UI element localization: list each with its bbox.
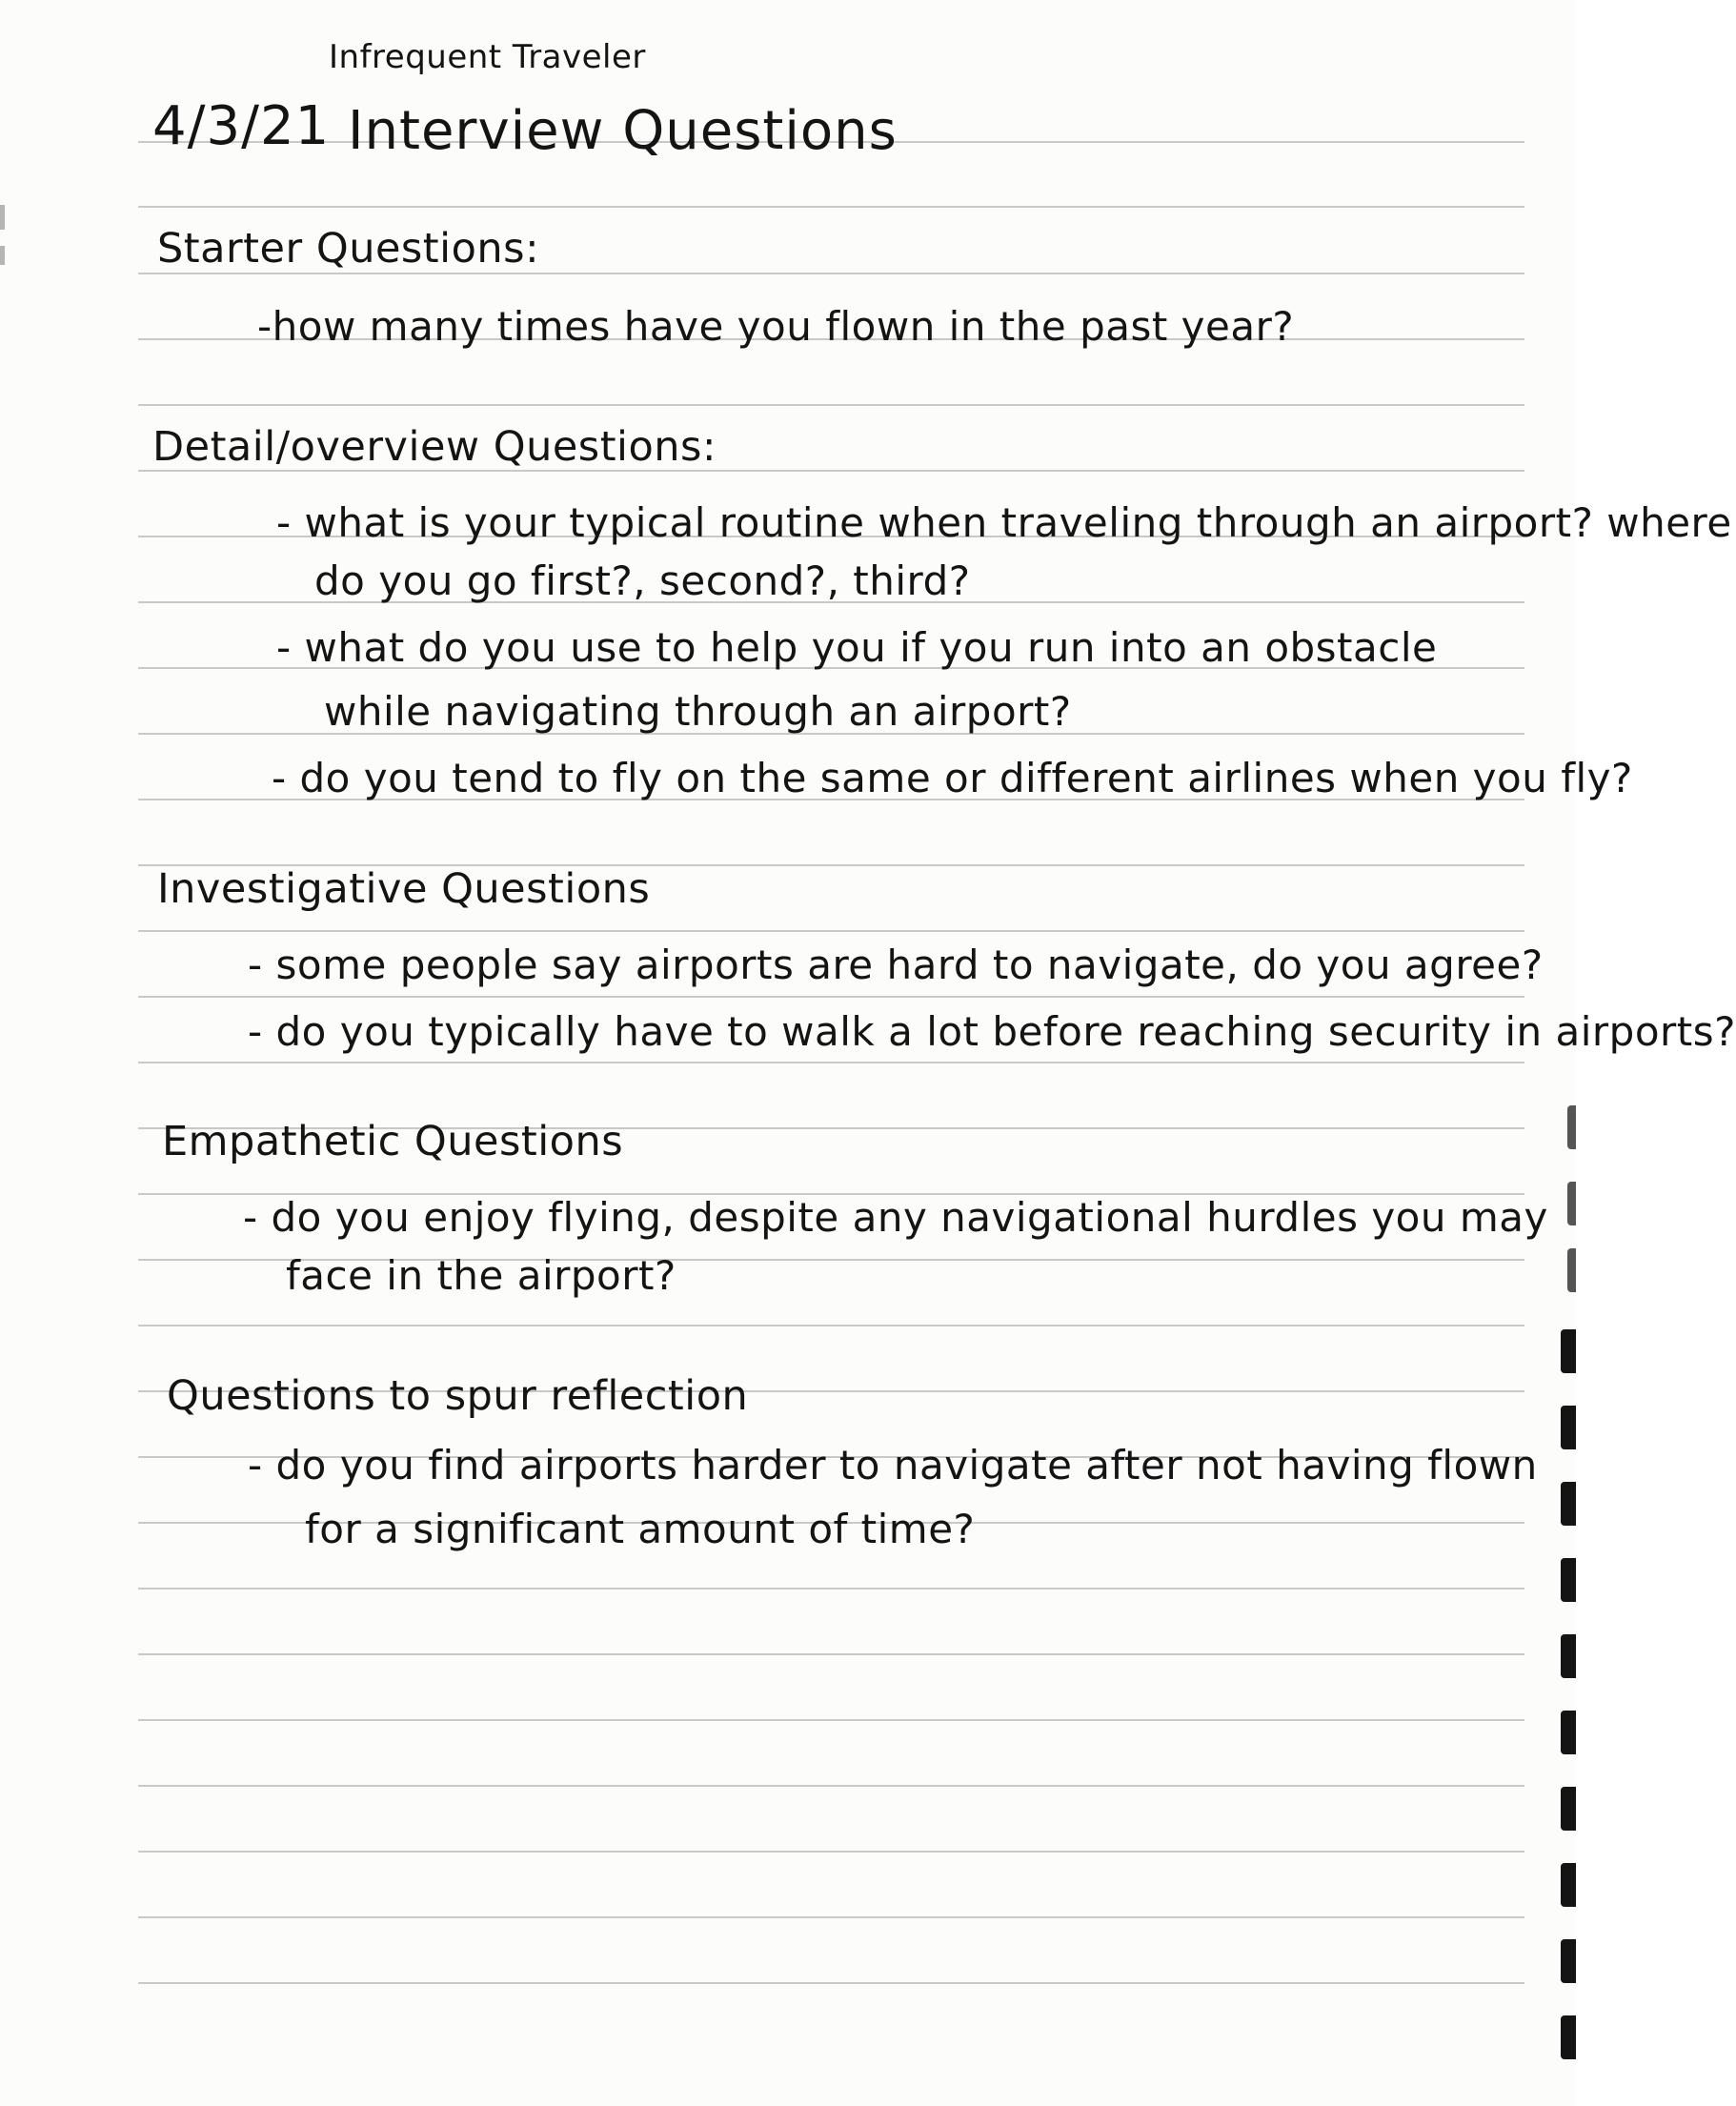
spiral-binding-hole <box>1561 2015 1576 2059</box>
question-line: - what do you use to help you if you run into an obstacle <box>276 624 1438 671</box>
question-line: - do you typically have to walk a lot before reaching security in airports? <box>248 1008 1736 1055</box>
ruled-line <box>138 273 1524 274</box>
question-line: - do you find airports harder to navigate after not having flown <box>248 1442 1538 1488</box>
edge-mark <box>0 205 5 230</box>
spiral-binding-hole <box>1561 1711 1576 1754</box>
spiral-binding-hole <box>1561 1939 1576 1983</box>
question-line: for a significant amount of time? <box>305 1506 976 1552</box>
ruled-line <box>138 1719 1524 1721</box>
ruled-line <box>138 930 1524 932</box>
spiral-binding-hole <box>1567 1182 1576 1225</box>
section-heading: Questions to spur reflection <box>167 1372 749 1420</box>
question-line: do you go first?, second?, third? <box>314 557 971 604</box>
ruled-line <box>138 1325 1524 1326</box>
ruled-line <box>138 1062 1524 1063</box>
spiral-binding-hole <box>1561 1558 1576 1602</box>
question-line: - some people say airports are hard to navigate, do you agree? <box>248 942 1544 988</box>
question-line: while navigating through an airport? <box>324 688 1072 735</box>
section-heading: Investigative Questions <box>157 865 651 913</box>
question-line: -how many times have you flown in the past year? <box>257 303 1295 350</box>
section-heading: Empathetic Questions <box>162 1118 624 1165</box>
page-title: Interview Questions <box>348 100 898 162</box>
ruled-line <box>138 1785 1524 1787</box>
spiral-binding-hole <box>1561 1406 1576 1449</box>
ruled-line <box>138 1851 1524 1853</box>
page-date: 4/3/21 <box>152 95 331 157</box>
spiral-binding-hole <box>1561 1863 1576 1907</box>
page-subtitle: Infrequent Traveler <box>329 38 646 76</box>
ruled-line <box>138 1588 1524 1590</box>
edge-mark <box>0 246 5 265</box>
ruled-line <box>138 1982 1524 1984</box>
question-line: - do you tend to fly on the same or different airlines when you fly? <box>272 755 1633 801</box>
ruled-line <box>138 1653 1524 1655</box>
question-line: - what is your typical routine when traveling through an airport? where <box>276 499 1732 546</box>
spiral-binding-hole <box>1567 1105 1576 1149</box>
spiral-binding-hole <box>1567 1248 1576 1292</box>
ruled-line <box>138 206 1524 208</box>
section-heading: Starter Questions: <box>157 225 540 273</box>
ruled-line <box>138 404 1524 406</box>
spiral-binding-hole <box>1561 1634 1576 1678</box>
section-heading: Detail/overview Questions: <box>152 423 717 471</box>
ruled-line <box>138 1916 1524 1918</box>
spiral-binding-hole <box>1561 1482 1576 1526</box>
ruled-line <box>138 996 1524 998</box>
question-line: face in the airport? <box>286 1252 676 1299</box>
spiral-binding-hole <box>1561 1329 1576 1373</box>
spiral-binding-hole <box>1561 1787 1576 1831</box>
question-line: - do you enjoy flying, despite any navigational hurdles you may <box>243 1194 1548 1241</box>
